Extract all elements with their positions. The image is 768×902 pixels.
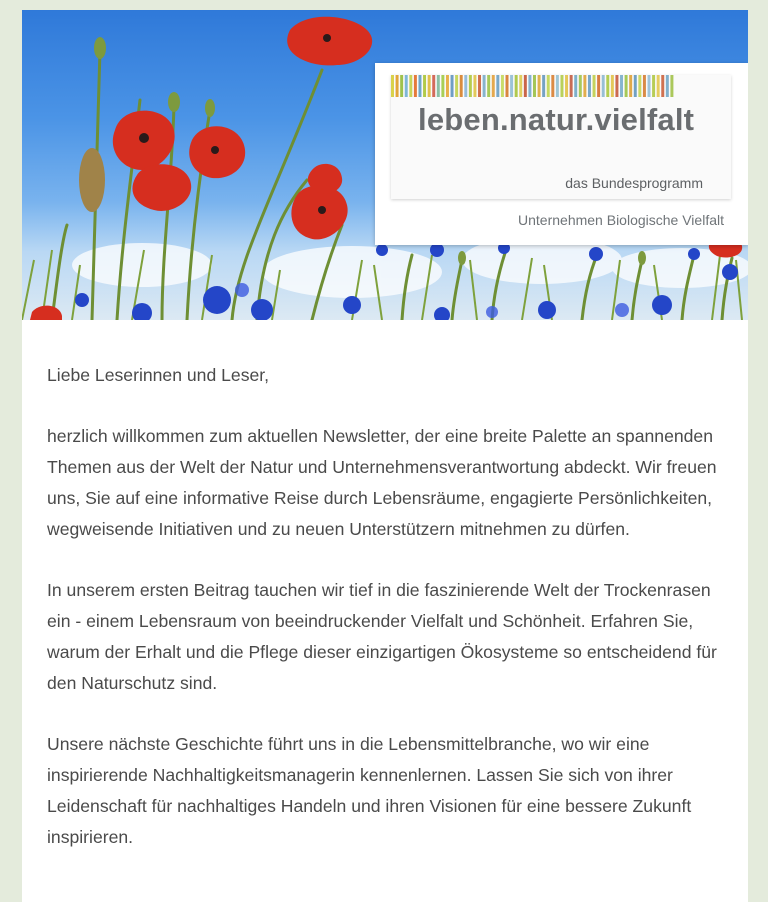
logo-stripe [437, 75, 440, 97]
logo-subtitle: das Bundesprogramm [565, 175, 703, 191]
logo-stripe [483, 75, 486, 97]
logo-stripe [441, 75, 444, 97]
logo-stripe [556, 75, 559, 97]
logo-stripe [414, 75, 417, 97]
logo-stripe [657, 75, 660, 97]
logo-title: leben.natur.vielfalt [418, 102, 695, 137]
paragraph-lebensmittel: Unsere nächste Geschichte führt uns in die Lebensmittelbranche, wo wir eine inspirierende Nachhaltigkeitsmanagerin kennenlernen. Lassen Sie sich von ihrer Leidenschaft für nachhaltiges Handeln und ihren Visionen für eine bessere Zukunft inspirieren. [47, 734, 692, 847]
logo-stripe [528, 75, 531, 97]
logo-stripe [625, 75, 628, 97]
logo-stripe [487, 75, 490, 97]
logo-stripe [670, 75, 673, 97]
paragraph-intro: herzlich willkommen zum aktuellen Newsletter, der eine breite Palette an spannenden Themen aus der Welt der Natur und Unternehmensverantwortung abdeckt. Wir freuen uns, Sie auf eine informative Reise durch Lebensräume, engagierte Persönlichkeiten, wegweisende Initiativen und zu neuen Unterstützern mitnehmen zu dürfen. [47, 426, 717, 539]
logo-stripe [423, 75, 426, 97]
logo-stripe [648, 75, 651, 97]
logo-stripe [432, 75, 435, 97]
logo-stripe [588, 75, 591, 97]
logo-stripe [547, 75, 550, 97]
logo-stripe [560, 75, 563, 97]
logo-stripe [473, 75, 476, 97]
logo-stripe [615, 75, 618, 97]
logo-stripe [542, 75, 545, 97]
logo-stripe [391, 75, 394, 97]
logo-color-stripes [391, 75, 675, 97]
newsletter-card [22, 10, 748, 902]
logo-stripe [409, 75, 412, 97]
logo-stripe [652, 75, 655, 97]
logo-stripe [643, 75, 646, 97]
logo-stripe [496, 75, 499, 97]
logo-stripe [629, 75, 632, 97]
logo-stripe [638, 75, 641, 97]
greeting: Liebe Leserinnen und Leser, [47, 365, 270, 385]
logo-stripe [506, 75, 509, 97]
logo-stripe [405, 75, 408, 97]
logo-stripe [400, 75, 403, 97]
logo-stripe [602, 75, 605, 97]
logo-stripe [570, 75, 573, 97]
logo-stripe [593, 75, 596, 97]
logo-stripe [428, 75, 431, 97]
logo-stripe [469, 75, 472, 97]
logo-stripe [460, 75, 463, 97]
newsletter-body [47, 360, 737, 883]
logo-stripe [519, 75, 522, 97]
logo-stripe [524, 75, 527, 97]
logo-stripe [579, 75, 582, 97]
logo-stripe [611, 75, 614, 97]
logo-stripe [565, 75, 568, 97]
logo-box [375, 63, 748, 245]
logo-stripe [583, 75, 586, 97]
logo-stripe [451, 75, 454, 97]
paragraph-trockenrasen: In unserem ersten Beitrag tauchen wir tief in die faszinierende Welt der Trockenrasen ein - einem Lebensraum von beeindruckender Vielfalt und Schönheit. Erfahren Sie, warum der Erhalt und die Pflege dieser einzigartigen Ökosysteme so entscheidend für den Naturschutz sind. [47, 580, 717, 693]
logo-stripe [620, 75, 623, 97]
logo-stripe [446, 75, 449, 97]
logo-stripe [464, 75, 467, 97]
logo-stripe [597, 75, 600, 97]
logo-stripe [533, 75, 536, 97]
logo-stripe [606, 75, 609, 97]
hero-banner [22, 10, 748, 320]
logo-stripe [666, 75, 669, 97]
logo-stripe [396, 75, 399, 97]
logo-stripe [510, 75, 513, 97]
logo-panel [391, 75, 731, 199]
logo-stripe [455, 75, 458, 97]
logo-stripe [501, 75, 504, 97]
logo-stripe [634, 75, 637, 97]
logo-stripe [418, 75, 421, 97]
logo-stripe [478, 75, 481, 97]
logo-stripe [515, 75, 518, 97]
logo-stripe [492, 75, 495, 97]
logo-stripe [661, 75, 664, 97]
logo-caption: Unternehmen Biologische Vielfalt [518, 212, 724, 228]
logo-stripe [551, 75, 554, 97]
logo-stripe [574, 75, 577, 97]
logo-stripe [538, 75, 541, 97]
